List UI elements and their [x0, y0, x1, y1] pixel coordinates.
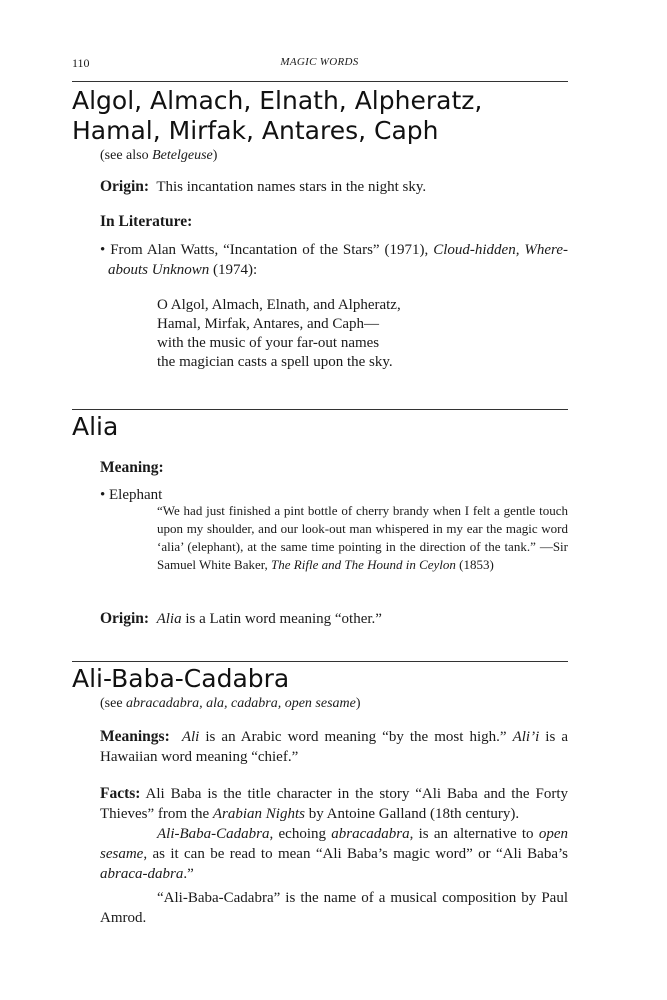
see-also-suffix: ) — [212, 148, 218, 163]
para-text: .” — [183, 866, 194, 882]
para-term: open sesame — [100, 826, 568, 862]
entry-title: Alia — [72, 412, 119, 441]
see-also — [100, 146, 568, 166]
quote-work: The Rifle and The Hound in Ceylon — [271, 557, 456, 572]
facts-text: by Antoine Galland (18th century). — [304, 806, 520, 822]
meanings-text: is a Hawaiian word meaning “chief.” — [100, 729, 568, 765]
quote-year: (1853) — [455, 557, 494, 572]
para-term: Ali-Baba-Cadabra — [157, 826, 270, 842]
meanings-term: Ali — [181, 729, 200, 745]
poem-line: with the music of your far-out names — [157, 335, 380, 351]
para-term: abraca-dabra — [100, 866, 184, 882]
meanings-paragraph — [100, 727, 568, 767]
section-rule — [72, 81, 568, 82]
facts-text: Ali Baba is the title character in the story “Ali Baba and the Forty Thieves” from the — [100, 786, 568, 822]
entry-title-line: Algol, Almach, Elnath, Alpheratz, — [72, 86, 483, 115]
meaning-bullet: • Elephant — [100, 487, 163, 503]
literature-year: (1974): — [209, 262, 258, 278]
see-also-prefix: (see also — [100, 148, 153, 163]
poem — [157, 296, 537, 372]
quote-text: “We had just finished a pint bottle of cherry brandy when I felt a gentle touch upon my shoulder, and our look-out man whispered in my ear the magic word ‘alia’ (elephant), at the same time pointing in the direction of the tank.” —Sir Samuel White Baker, — [157, 503, 568, 572]
see-also — [100, 694, 568, 714]
literature-heading — [100, 212, 568, 232]
entry-title-line: Hamal, Mirfak, Antares, Caph — [72, 116, 439, 145]
origin-line — [100, 609, 568, 629]
see-open: (see — [100, 696, 127, 711]
literature-label: In Literature: — [100, 213, 193, 230]
meanings-term: Ali’i — [512, 729, 540, 745]
origin-label: Origin: — [100, 178, 150, 195]
facts-label: Facts: — [100, 785, 141, 802]
origin-line — [100, 177, 568, 197]
page-header — [72, 56, 567, 72]
entry-title: Ali-Baba-Cadabra — [72, 664, 290, 693]
entry-title — [72, 86, 592, 146]
see-close: ) — [355, 696, 361, 711]
literature-text: • From Alan Watts, “Incantation of the Stars” (1971), — [100, 242, 434, 258]
meaning-heading — [100, 458, 568, 478]
meanings-text: is an Arabic word meaning “by the most high.” — [199, 729, 513, 745]
quote-block — [157, 502, 568, 574]
running-head: MAGIC WORDS — [280, 56, 359, 68]
origin-label: Origin: — [100, 610, 150, 627]
section-rule — [72, 409, 568, 410]
literature-bullet — [100, 240, 568, 280]
meanings-label: Meanings: — [100, 728, 170, 745]
origin-text: This incantation names stars in the night sky. — [156, 179, 427, 195]
para-text: , as it can be read to mean “Ali Baba’s magic word” or “Ali Baba’s — [143, 846, 568, 862]
section-rule — [72, 661, 568, 662]
poem-line: the magician casts a spell upon the sky. — [157, 354, 393, 370]
facts-paragraph-3: “Ali-Baba-Cadabra” is the name of a musical composition by Paul Amrod. — [100, 890, 568, 926]
facts-paragraph — [100, 784, 568, 824]
facts-work: Arabian Nights — [212, 806, 305, 822]
origin-term: Alia — [156, 611, 182, 627]
see-terms: abracadabra, ala, cadabra, open sesame — [126, 696, 356, 711]
para-text: , is an alternative to — [409, 826, 539, 842]
see-also-term: Betelgeuse — [152, 148, 213, 163]
para-text: , echoing — [269, 826, 332, 842]
meaning-label: Meaning: — [100, 459, 164, 476]
poem-line: O Algol, Almach, Elnath, and Alpheratz, — [157, 297, 401, 313]
poem-line: Hamal, Mirfak, Antares, and Caph— — [157, 316, 380, 332]
para-term: abracadabra — [331, 826, 410, 842]
origin-text: is a Latin word meaning “other.” — [181, 611, 382, 627]
literature-work: Cloud-hidden, Where-abouts Unknown — [108, 242, 568, 278]
page-number: 110 — [72, 56, 90, 70]
facts-paragraph-2 — [100, 824, 568, 884]
